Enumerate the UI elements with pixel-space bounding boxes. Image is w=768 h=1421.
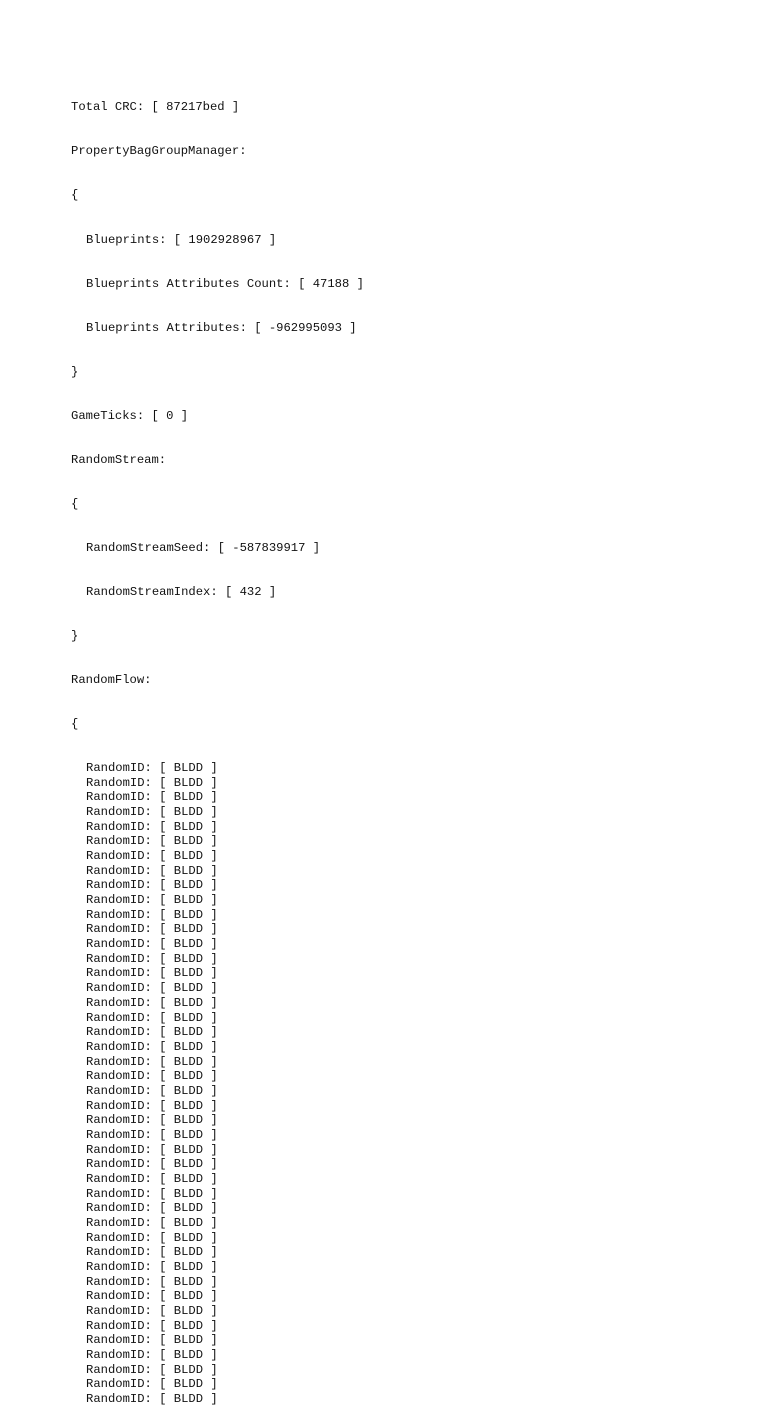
random-id-line: RandomID: [ BLDD ] xyxy=(86,951,218,966)
random-id-line: RandomID: [ BLDD ] xyxy=(86,1201,218,1216)
property-bag-header: PropertyBagGroupManager: xyxy=(71,144,247,159)
random-id-line: RandomID: [ BLDD ] xyxy=(86,1245,218,1260)
random-id-line: RandomID: [ BLDD ] xyxy=(86,1318,218,1333)
random-id-line: RandomID: [ BLDD ] xyxy=(86,981,218,996)
random-id-line: RandomID: [ BLDD ] xyxy=(86,893,218,908)
property-bag-close-brace: } xyxy=(71,364,79,379)
random-id-line: RandomID: [ BLDD ] xyxy=(86,1142,218,1157)
blueprints-line: Blueprints: [ 1902928967 ] xyxy=(86,232,277,247)
random-id-line: RandomID: [ BLDD ] xyxy=(86,1303,218,1318)
random-id-line: RandomID: [ BLDD ] xyxy=(86,1113,218,1128)
random-id-line: RandomID: [ BLDD ] xyxy=(86,922,218,937)
random-id-line: RandomID: [ BLDD ] xyxy=(86,1362,218,1377)
random-id-line: RandomID: [ BLDD ] xyxy=(86,1069,218,1084)
random-id-line: RandomID: [ BLDD ] xyxy=(86,849,218,864)
random-id-line: RandomID: [ BLDD ] xyxy=(86,1098,218,1113)
crc-log-document xyxy=(71,71,364,1421)
random-flow-header: RandomFlow: xyxy=(71,672,152,687)
random-id-line: RandomID: [ BLDD ] xyxy=(86,1039,218,1054)
random-id-line: RandomID: [ BLDD ] xyxy=(86,863,218,878)
random-stream-header: RandomStream: xyxy=(71,452,167,467)
random-id-line: RandomID: [ BLDD ] xyxy=(86,1025,218,1040)
random-id-line: RandomID: [ BLDD ] xyxy=(86,1377,218,1392)
blueprints-attributes-line: Blueprints Attributes: [ -962995093 ] xyxy=(86,320,357,335)
random-id-line: RandomID: [ BLDD ] xyxy=(86,1215,218,1230)
total-crc-line: Total CRC: [ 87217bed ] xyxy=(71,100,240,115)
random-id-line: RandomID: [ BLDD ] xyxy=(86,790,218,805)
random-id-line: RandomID: [ BLDD ] xyxy=(86,761,218,776)
random-id-line: RandomID: [ BLDD ] xyxy=(86,805,218,820)
random-id-line: RandomID: [ BLDD ] xyxy=(86,1274,218,1289)
random-id-line: RandomID: [ BLDD ] xyxy=(86,966,218,981)
random-id-line: RandomID: [ BLDD ] xyxy=(86,1157,218,1172)
random-stream-index-line: RandomStreamIndex: [ 432 ] xyxy=(86,584,277,599)
random-id-line: RandomID: [ BLDD ] xyxy=(86,878,218,893)
random-id-line: RandomID: [ BLDD ] xyxy=(86,1083,218,1098)
blueprints-attributes-count-line: Blueprints Attributes Count: [ 47188 ] xyxy=(86,276,364,291)
random-id-line: RandomID: [ BLDD ] xyxy=(86,1333,218,1348)
random-flow-open-brace: { xyxy=(71,717,79,732)
random-id-line: RandomID: [ BLDD ] xyxy=(86,1054,218,1069)
game-ticks-line: GameTicks: [ 0 ] xyxy=(71,408,189,423)
random-id-line: RandomID: [ BLDD ] xyxy=(86,1289,218,1304)
random-id-line: RandomID: [ BLDD ] xyxy=(86,1391,218,1406)
random-flow-list xyxy=(71,761,364,1407)
random-id-line: RandomID: [ BLDD ] xyxy=(86,1171,218,1186)
random-id-line: RandomID: [ BLDD ] xyxy=(86,1259,218,1274)
random-id-line: RandomID: [ BLDD ] xyxy=(86,775,218,790)
random-id-line: RandomID: [ BLDD ] xyxy=(86,834,218,849)
random-id-line: RandomID: [ BLDD ] xyxy=(86,1347,218,1362)
random-id-line: RandomID: [ BLDD ] xyxy=(86,819,218,834)
random-id-line: RandomID: [ BLDD ] xyxy=(86,1230,218,1245)
random-id-line: RandomID: [ BLDD ] xyxy=(86,1186,218,1201)
random-id-line: RandomID: [ BLDD ] xyxy=(86,937,218,952)
random-stream-open-brace: { xyxy=(71,496,79,511)
random-id-line: RandomID: [ BLDD ] xyxy=(86,1010,218,1025)
random-stream-seed-line: RandomStreamSeed: [ -587839917 ] xyxy=(86,540,321,555)
random-id-line: RandomID: [ BLDD ] xyxy=(86,1127,218,1142)
property-bag-open-brace: { xyxy=(71,188,79,203)
random-id-line: RandomID: [ BLDD ] xyxy=(86,995,218,1010)
random-stream-close-brace: } xyxy=(71,628,79,643)
random-id-line: RandomID: [ BLDD ] xyxy=(86,907,218,922)
